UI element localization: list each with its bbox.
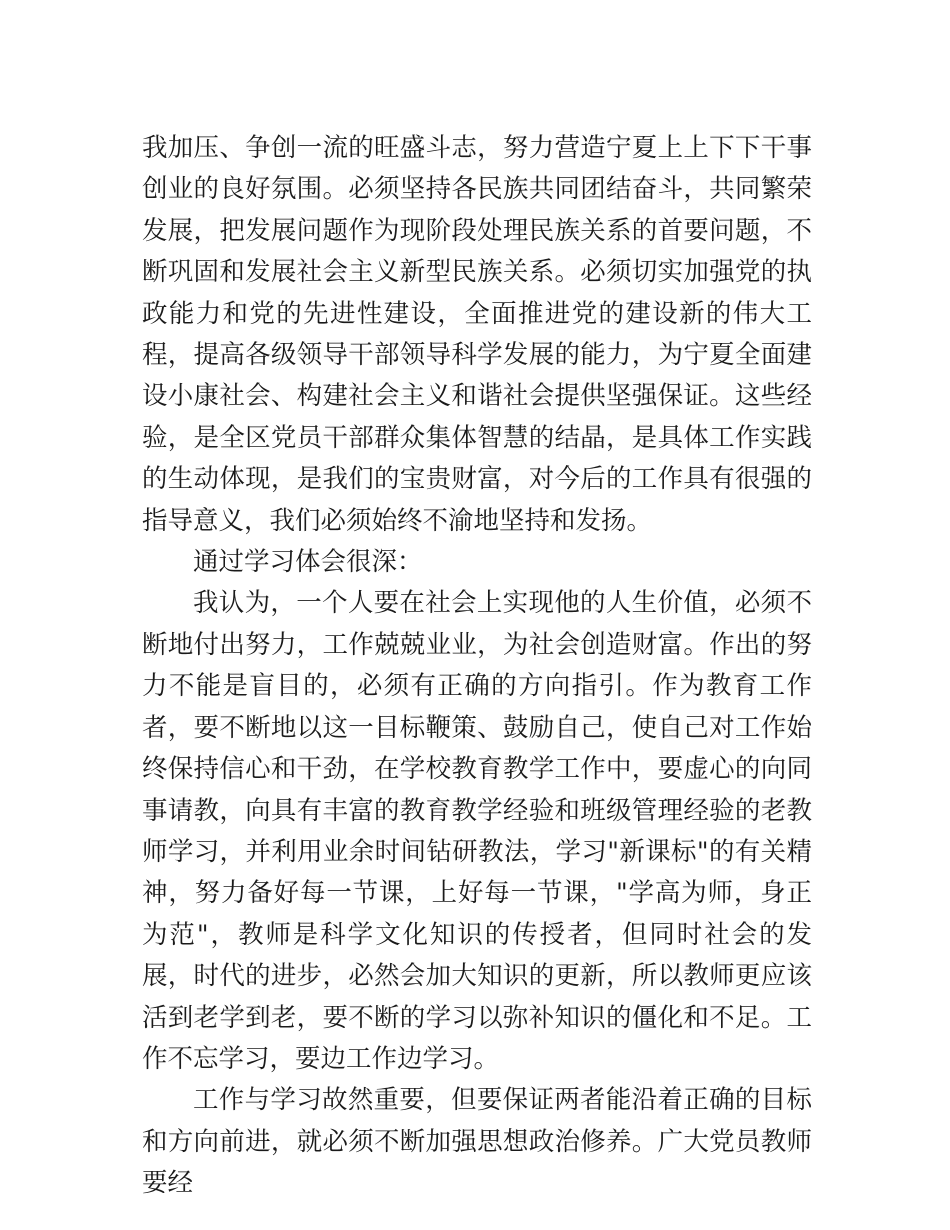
document-page [142, 128, 812, 1205]
paragraph-work-and-study: 工作与学习故然重要，但要保证两者能沿着正确的目标和方向前进，就必须不断加强思想政治修养。广大党员教师要经 [142, 1085, 812, 1199]
paragraph-personal-view: 我认为，一个人要在社会上实现他的人生价值，必须不断地付出努力，工作兢兢业业，为社会创造财富。作出的努力不能是盲目的，必须有正确的方向指引。作为教育工作者，要不断地以这一目标鞭策、鼓励自己，使自己对工作始终保持信心和干劲，在学校教育教学工作中，要虚心的向同事请教，向具有丰富的教育教学经验和班级管理经验的老教师学习，并利用业余时间钻研教法，学习"新课标"的有关精神，努力备好每一节课，上好每一节课，"学高为师，身正为范"，教师是科学文化知识的传授者，但同时社会的发展，时代的进步，必然会加大知识的更新，所以教师更应该活到老学到老，要不断的学习以弥补知识的僵化和不足。工作不忘学习，要边工作边学习。 [142, 588, 812, 1074]
paragraph-heading-learning: 通过学习体会很深： [193, 547, 423, 578]
paragraph-continuation: 我加压、争创一流的旺盛斗志，努力营造宁夏上上下下干事创业的良好氛围。必须坚持各民族共同团结奋斗，共同繁荣发展，把发展问题作为现阶段处理民族关系的首要问题，不断巩固和发展社会主义新型民族关系。必须切实加强党的执政能力和党的先进性建设，全面推进党的建设新的伟大工程，提高各级领导干部领导科学发展的能力，为宁夏全面建设小康社会、构建社会主义和谐社会提供坚强保证。这些经验，是全区党员干部群众集体智慧的结晶，是具体工作实践的生动体现，是我们的宝贵财富，对今后的工作具有很强的指导意义，我们必须始终不渝地坚持和发扬。 [142, 133, 812, 536]
